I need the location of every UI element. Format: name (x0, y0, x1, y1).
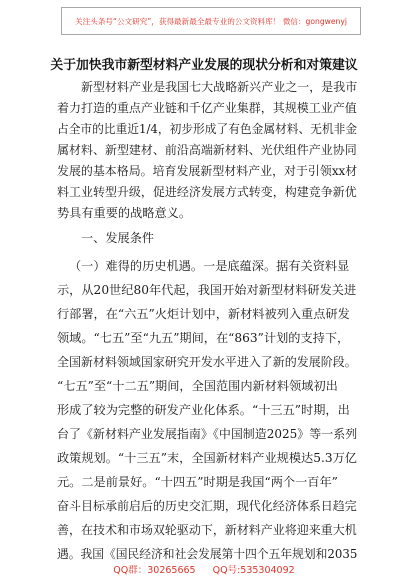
body-line: 台了《新材料产业发展指南》《中国制造2025》等一系列 (57, 427, 358, 441)
body-line: 领域。“七五”至“九五”期间，在“863”计划的支持下， (57, 331, 350, 345)
qq-number: QQ号:535304092 (212, 565, 295, 576)
body-line: 奋斗目标承前启后的历史交汇期，现代化经济体系日趋完 (57, 499, 357, 513)
body-line: 属材料、新型建材、前沿高端新材料、光伏组件产业协同 (57, 143, 357, 157)
promo-banner (61, 7, 361, 35)
body-line: 元。二是前景好。“十四五”时期是我国“两个一百年” (57, 475, 338, 489)
body-line: 政策规划。“十三五”末，全国新材料产业规模达5.3万亿 (57, 451, 357, 465)
body-line: 全国新材料领域国家研究开发水平进入了新的发展阶段。 (57, 355, 357, 369)
body-line: 形成了较为完整的研发产业化体系。“十三五”时期，出 (57, 403, 350, 417)
body-line: 善，在技术和市场双轮驱动下，新材料产业将迎来重大机 (57, 523, 357, 537)
body-line: 遇。我国《国民经济和社会发展第十四个五年规划和2035 (57, 547, 358, 561)
body-line: 行部署，在“六五”火炬计划中，新材料被列入重点研发 (57, 307, 350, 321)
body-line: “七五”至“十二五”期间，全国范围内新材料领域初出 (57, 379, 338, 393)
body-line: 发展的基本格局。培育发展新型材料产业，对于引领xx材 (57, 164, 358, 178)
body-line: （一）难得的历史机遇。一是底蕴深。据有关资料显 (69, 259, 350, 273)
body-line: 着力打造的重点产业链和千亿产业集群，其规模工业产值 (57, 101, 357, 115)
body-line: 新型材料产业是我国七大战略新兴产业之一，是我市 (81, 80, 358, 94)
body-line: 势具有重要的战略意义。 (57, 206, 192, 220)
body-line: 占全市的比重近1/4，初步形成了有色金属材料、无机非金 (57, 122, 358, 136)
section-heading: 一、发展条件 (81, 231, 155, 245)
body-line: 示，从20世纪80年代起，我国开始对新型材料研发关进 (57, 283, 357, 297)
qq-group: QQ群：30265665 (113, 565, 196, 576)
contact-footer (0, 562, 408, 576)
promo-banner-text: 关注头条号“公文研究”，获得最新最全最专业的公文资料库！ 微信：gongwenyj (75, 16, 347, 26)
document-title: 关于加快我市新型材料产业发展的现状分析和对策建议 (50, 58, 358, 73)
body-line: 料工业转型升级，促进经济发展方式转变，构建竞争新优 (57, 185, 357, 199)
